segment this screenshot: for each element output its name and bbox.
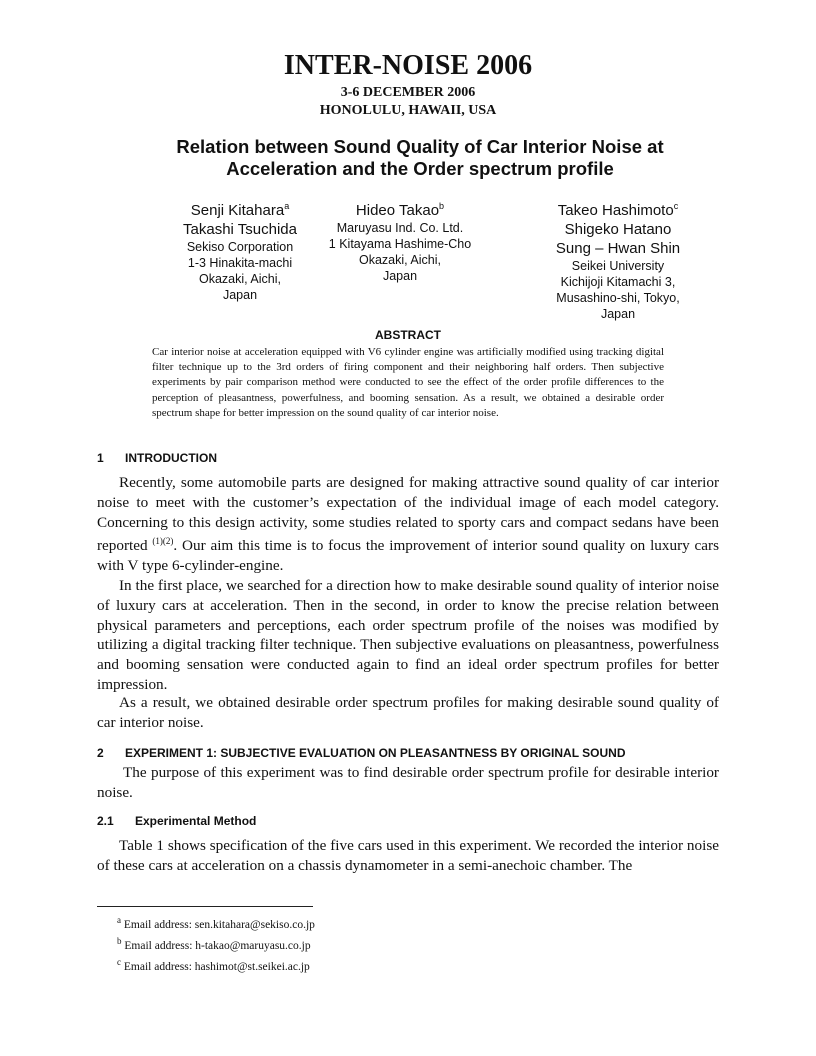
intro-paragraph-3: As a result, we obtained desirable order spectrum profiles for making desirable sound quality of car interior noise. (97, 694, 719, 731)
experiment-paragraph-1: The purpose of this experiment was to find desirable order spectrum profile for desirable interior noise. (97, 764, 719, 801)
section-heading-experiment-1 (97, 746, 626, 760)
affiliation-line: Maruyasu Ind. Co. Ltd. (336, 221, 464, 235)
section-number: 1 (97, 451, 104, 465)
affiliation-line: Seikei University (571, 259, 665, 273)
intro-paragraph-1: Recently, some automobile parts are designed for making attractive sound quality of car interior noise to meet with the customer’s expectation of the individual image of each model category. Concerning to this design activity, some studies related to sporty cars and compact sedans have been reported $^{(1)(2)}$. Our aim this time is to focus the improvement of interior sound quality on luxury cars with V type 6-cylinder-engine. (97, 474, 719, 575)
method-paragraph-1: Table 1 shows specification of the five cars used in this experiment. We recorded the interior noise of these cars at acceleration on a chassis dynamometer in a semi-anechoic chamber. The (97, 837, 719, 874)
affiliation-line: Musashino-shi, Tokyo, (556, 291, 680, 305)
section-number: 2 (97, 746, 104, 760)
footnote-b: $^b$ Email address: h-takao@maruyasu.co.jp (117, 935, 311, 952)
abstract-text: Car interior noise at acceleration equipped with V6 cylinder engine was artificially modified using tracking digital filter technique up to the 3rd orders of firing component and their neighboring half orders. Then subjective experiments by pair comparison method were conducted to see the effect of the order profile differences to the perception of pleasantness, powerfulness, and booming sensation. As a result, we obtained a desirable order spectrum shape for better impression on the sound quality of car interior noise. (152, 346, 664, 419)
affiliation-line: Okazaki, Aichi, (199, 272, 281, 286)
paper-title-line1: Relation between Sound Quality of Car Interior Noise at (176, 136, 664, 157)
conference-title: INTER-NOISE 2006 (283, 50, 533, 81)
conference-dates: 3-6 DECEMBER 2006 (340, 85, 476, 100)
footnote-c: $^c$ Email address: hashimot@st.seikei.ac.jp (117, 956, 310, 973)
intro-paragraph-2: In the first place, we searched for a direction how to make desirable sound quality of interior noise of luxury cars at acceleration. Then in the second, in order to know the precise relation between physical parameters and perceptions, each order spectrum profile of the noises was modified by utilizing a digital tracking filter technique. Then subjective evaluations on pleasantness, powerfulness and booming sensation were conducted again to find an ideal order spectrum profiles for better impression. (97, 577, 719, 693)
affiliation-line: Kichijoji Kitamachi 3, (560, 275, 676, 289)
footnote-divider (97, 906, 313, 907)
affiliation-line: Japan (382, 269, 418, 283)
author-block-middle (300, 197, 500, 284)
abstract-heading: ABSTRACT (375, 328, 441, 342)
footnote-a: $^a$ Email address: sen.kitahara@sekiso.co.jp (117, 915, 315, 931)
section-number: 2.1 (97, 814, 114, 828)
author-name: Takeo Hashimoto$^c$ (557, 201, 679, 219)
paper-title (140, 136, 700, 180)
author-name: Hideo Takao$^b$ (355, 201, 445, 219)
author-name: Sung – Hwan Shin (555, 240, 681, 257)
author-block-right (518, 197, 718, 322)
affiliation-line: Japan (222, 288, 258, 302)
paper-title-line2: Acceleration and the Order spectrum profile (226, 158, 614, 179)
affiliation-line: Sekiso Corporation (186, 240, 294, 254)
affiliation-line: 1 Kitayama Hashime-Cho (328, 237, 472, 251)
citation-reference: (1)(2) (152, 536, 174, 547)
author-name: Shigeko Hatano (564, 221, 672, 238)
author-name: Takashi Tsuchida (183, 221, 297, 238)
footnotes (117, 912, 315, 974)
author-name: Senji Kitahara$^a$ (190, 201, 290, 219)
conference-location: HONOLULU, HAWAII, USA (319, 103, 497, 118)
subsection-heading-experimental-method (97, 814, 256, 828)
affiliation-line: Okazaki, Aichi, (359, 253, 441, 267)
section-title: EXPERIMENT 1: SUBJECTIVE EVALUATION ON PLEASANTNESS BY ORIGINAL SOUND (125, 746, 626, 760)
section-heading-introduction (97, 451, 217, 465)
affiliation-line: 1-3 Hinakita-machi (187, 256, 293, 270)
section-title: Experimental Method (135, 814, 257, 828)
section-title: INTRODUCTION (125, 451, 217, 465)
affiliation-line: Japan (600, 307, 636, 321)
